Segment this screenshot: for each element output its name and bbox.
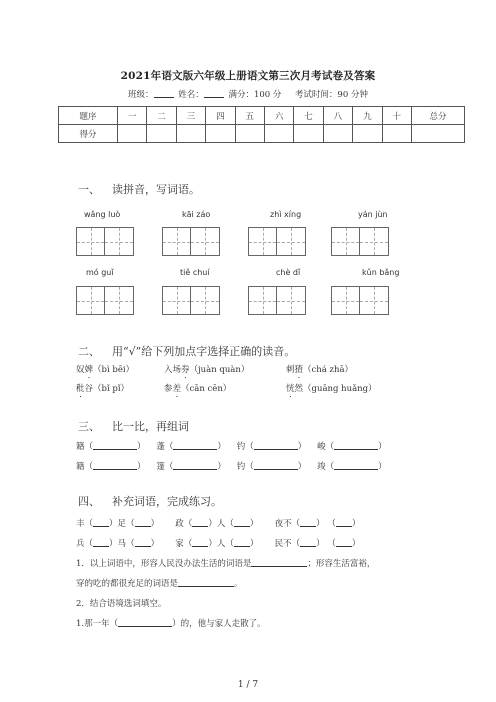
compare-row-1 [76,440,387,452]
score-cell: 二 [147,107,176,125]
bracket: ） [297,442,307,452]
score-input[interactable] [235,125,264,143]
score-label: 满分：100 分 [228,90,282,100]
question-text: 1．以上词语中，形容人民没办法生活的词语是 [76,559,252,569]
reading-options: （chá zhā） [303,365,354,375]
answer-blank[interactable] [135,518,151,527]
reading-item[interactable] [76,382,129,399]
idiom-char: 夜不 [274,519,292,529]
question-text: 穿的吃的都很充足的词语是 [76,579,179,589]
question-2-1 [76,617,266,629]
answer-blank[interactable] [192,538,208,547]
reading-options: （juàn quàn） [189,365,250,375]
section2-title: 用“√”给下列加点字选择正确的读音。 [112,345,296,358]
dotted-char: 恍 [286,384,295,394]
score-input[interactable] [323,125,352,143]
idiom-char: 人 [216,539,226,549]
bracket: （ [84,442,94,452]
writing-grid[interactable] [331,227,389,256]
compare-row-2 [76,460,387,472]
bracket: （ [325,462,335,472]
pinyin-5: mó guǐ [86,268,114,277]
bracket: （ [84,462,94,472]
compare-char: 钓 [236,462,246,472]
compare-char: 钓 [236,442,246,452]
bracket: （ [245,462,254,472]
answer-blank[interactable] [300,518,316,527]
compare-char: 峻 [317,442,326,452]
reading-word: 刺猹 [286,365,304,375]
bracket: ） [217,462,226,472]
score-cell: 六 [264,107,293,125]
bracket: （ [164,442,174,452]
section2-number: 二、 [78,345,100,358]
bracket: ） [297,462,307,472]
score-input[interactable] [118,125,147,143]
score-row-label: 得分 [59,125,118,143]
writing-grid[interactable] [76,286,134,315]
reading-item[interactable] [164,382,231,399]
idiom-row-2: 兵（ ）马（ ） 家（ ）人（ ） 民不（ ） （ ） [76,539,361,549]
reading-options: （bì bēi） [93,365,135,375]
answer-blank[interactable] [93,441,137,450]
pinyin-3: zhì xíng [270,210,302,219]
question-text: 。 [234,579,243,589]
section1-title: 读拼音，写词语。 [112,183,200,196]
compare-char: 篷 [156,462,165,472]
reading-word: 奴婢 [76,365,94,375]
reading-word: 恍然 [286,384,304,394]
answer-blank[interactable] [135,538,151,547]
bracket: ） [378,442,387,452]
pinyin-7: chè dǐ [276,268,301,277]
score-cell: 四 [206,107,235,125]
answer-blank[interactable] [173,461,217,470]
reading-options: （bǐ pǐ） [93,384,130,394]
bracket: ） [217,442,226,452]
section1-heading [78,181,200,197]
score-input[interactable] [382,125,411,143]
score-cell: 总分 [412,107,465,125]
pinyin-1: wǎng luò [84,210,121,219]
dotted-char: 秕 [76,384,85,394]
answer-blank[interactable] [334,461,378,470]
answer-blank[interactable] [251,558,307,567]
score-cell: 一 [118,107,147,125]
answer-blank[interactable] [234,538,250,547]
exam-info [0,88,496,100]
reading-word: 入场券 [164,365,190,375]
bracket: （ [245,442,254,452]
compare-char: 籍 [76,442,85,452]
score-input[interactable] [147,125,176,143]
score-table-score-row [59,125,465,143]
answer-blank[interactable] [118,618,172,627]
answer-blank[interactable] [254,461,298,470]
pinyin-8: kǔn bǎng [362,268,400,277]
writing-grid[interactable] [248,227,306,256]
score-cell: 七 [294,107,323,125]
writing-grid[interactable] [162,286,220,315]
idiom-char: 足 [117,519,127,529]
compare-char: 蓬 [156,442,165,452]
dotted-char: 猹 [294,365,304,375]
section4-heading [78,493,222,509]
score-input[interactable] [264,125,293,143]
compare-char: 竣 [317,462,326,472]
reading-item[interactable] [76,363,134,380]
question-1-line-2 [76,577,243,589]
writing-grid[interactable] [331,286,389,315]
idiom-char: 民不 [274,539,292,549]
reading-item[interactable] [286,363,353,380]
answer-blank[interactable] [93,538,109,547]
score-cell: 八 [323,107,352,125]
section4-number: 四、 [78,495,100,508]
idiom-char: 兵 [76,539,85,549]
section4-title: 补充词语，完成练习。 [112,495,222,508]
compare-char: 籍 [76,462,85,472]
answer-blank[interactable] [173,441,217,450]
score-input[interactable] [294,125,323,143]
class-blank[interactable] [154,89,174,98]
score-cell: 九 [353,107,382,125]
section3-heading [78,418,189,434]
pinyin-2: kāi záo [182,210,211,219]
idiom-char: 政 [175,519,184,529]
time-label: 考试时间：90 分钟 [294,90,368,100]
answer-blank[interactable] [234,518,250,527]
answer-blank[interactable] [93,518,109,527]
reading-word: 秕谷 [76,384,94,394]
bracket: ） [137,442,146,452]
name-blank[interactable] [204,89,224,98]
score-table-header-row [59,107,465,125]
question-text: 1.那一年（ [76,619,119,629]
answer-blank[interactable] [334,441,378,450]
score-input[interactable] [353,125,382,143]
idiom-char: 人 [216,519,226,529]
bracket: ） [137,462,146,472]
dotted-char: 婢 [84,365,94,375]
answer-blank[interactable] [336,518,352,527]
idiom-char: 马 [117,539,127,549]
section2-heading [78,343,295,359]
score-cell: 三 [176,107,205,125]
idiom-char: 丰 [76,519,85,529]
dotted-char: 差 [172,384,182,394]
answer-blank[interactable] [254,441,298,450]
reading-item[interactable] [286,382,377,399]
answer-blank[interactable] [336,538,352,547]
section1-number: 一、 [78,183,100,196]
writing-grid[interactable] [248,286,306,315]
page-number: 1 / 7 [237,680,259,690]
dotted-char: 券 [181,365,190,375]
reading-item[interactable] [164,363,249,380]
score-cell: 五 [235,107,264,125]
reading-options: （cān cēn） [181,384,232,394]
name-label: 姓名： [178,90,204,100]
reading-word: 参差 [164,384,182,394]
writing-grid[interactable] [76,227,134,256]
score-input[interactable] [206,125,235,143]
question-2: 2．结合语境选词填空。 [76,599,167,609]
writing-grid[interactable] [162,227,220,256]
page-title: 2021年语文版六年级上册语文第三次月考试卷及答案 [120,70,376,82]
idiom-char: 家 [175,539,184,549]
score-input[interactable] [412,125,465,143]
question-text: ；形容生活富裕， [307,559,376,569]
reading-options: （guāng huǎng） [303,384,377,394]
answer-blank[interactable] [192,518,208,527]
pinyin-4: yán jùn [358,210,388,219]
section3-title: 比一比，再组词 [112,420,189,433]
bracket: （ [164,462,174,472]
answer-blank[interactable] [300,538,316,547]
answer-blank[interactable] [93,461,137,470]
question-text: ）的，他与家人走散了。 [172,619,266,629]
score-cell: 题序 [59,107,118,125]
section3-number: 三、 [78,420,100,433]
question-1-line-1 [76,557,375,569]
score-input[interactable] [176,125,205,143]
answer-blank[interactable] [178,578,234,587]
pinyin-6: tiě chuí [180,268,210,277]
bracket: ） [378,462,387,472]
class-label: 班级： [128,90,154,100]
bracket: （ [325,442,335,452]
idiom-row-1: 丰（ ）足（ ） 政（ ）人（ ） 夜不（ ） （ ） [76,519,361,529]
score-table [58,106,465,143]
score-cell: 十 [382,107,411,125]
